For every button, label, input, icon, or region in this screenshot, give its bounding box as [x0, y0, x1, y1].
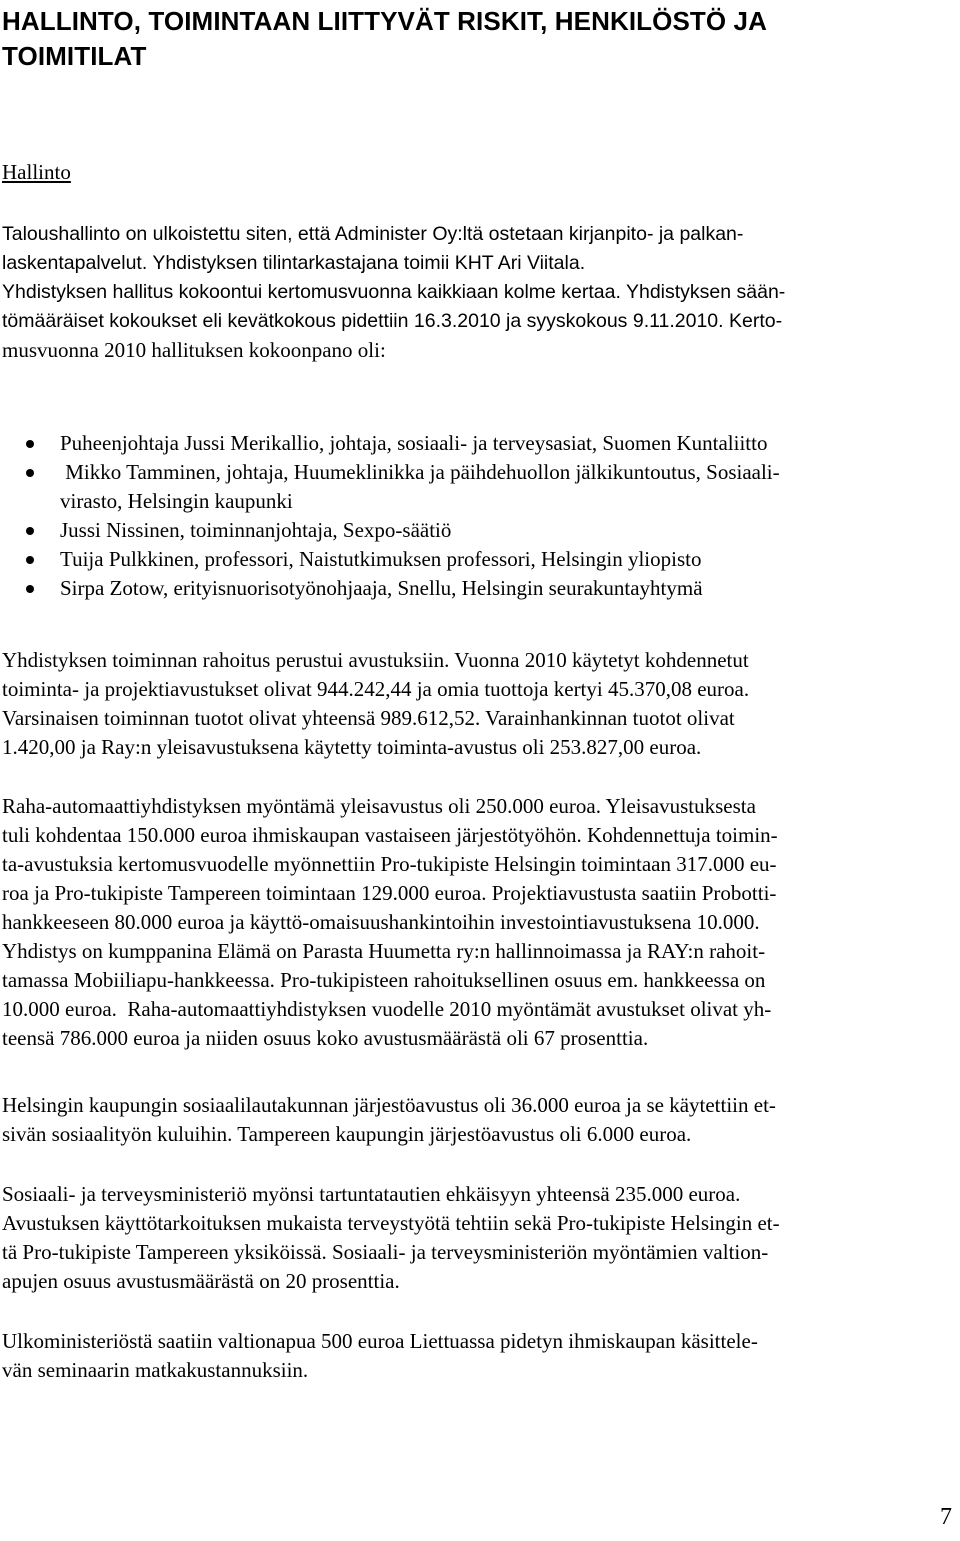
list-item-text: Tuija Pulkkinen, professori, Naistutkimuksen professori, Helsingin yliopisto	[60, 547, 702, 571]
paragraph-line: roa ja Pro-tukipiste Tampereen toimintaan 129.000 euroa. Projektiavustusta saatiin Probotti-	[2, 881, 777, 905]
list-item-text: Sirpa Zotow, erityisnuorisotyönohjaaja, Snellu, Helsingin seurakuntayhtymä	[60, 576, 703, 600]
bullet-icon	[26, 585, 34, 593]
paragraph-line: tä Pro-tukipiste Tampereen yksiköissä. Sosiaali- ja terveysministeriön myöntämien valtion-	[2, 1240, 769, 1264]
paragraph-line: 10.000 euroa. Raha-automaattiyhdistyksen vuodelle 2010 myöntämät avustukset olivat yh-	[2, 997, 772, 1021]
paragraph-line: teensä 786.000 euroa ja niiden osuus koko avustusmäärästä oli 67 prosenttia.	[2, 1026, 649, 1050]
list-item	[2, 574, 952, 603]
paragraph-line: Ulkoministeriöstä saatiin valtionapua 500 euroa Liettuassa pidetyn ihmiskaupan käsittele-	[2, 1329, 758, 1353]
paragraph-city-grants	[2, 1091, 952, 1149]
section-heading-hallinto: Hallinto	[2, 160, 71, 184]
page-title	[2, 4, 952, 74]
paragraph-line: tömääräiset kokoukset eli kevätkokous pidettiin 16.3.2010 ja syyskokous 9.11.2010. Kerto-	[2, 310, 783, 332]
list-item	[2, 458, 952, 516]
paragraph-line: Helsingin kaupungin sosiaalilautakunnan järjestöavustus oli 36.000 euroa ja se käytettiin et-	[2, 1093, 776, 1117]
paragraph-line: laskentapalvelut. Yhdistyksen tilintarkastajana toimii KHT Ari Viitala.	[2, 252, 586, 274]
paragraph-funding	[2, 646, 952, 762]
paragraph-line: Yhdistys on kumppanina Elämä on Parasta Huumetta ry:n hallinnoimassa ja RAY:n rahoit-	[2, 939, 766, 963]
paragraph-line: Avustuksen käyttötarkoituksen mukaista terveystyötä tehtiin sekä Pro-tukipiste Helsingin et-	[2, 1211, 780, 1235]
paragraph-line: 1.420,00 ja Ray:n yleisavustuksena käytetty toiminta-avustus oli 253.827,00 euroa.	[2, 735, 702, 759]
paragraph-line: tamassa Mobiiliapu-hankkeessa. Pro-tukipisteen rahoituksellinen osuus em. hankkeessa on	[2, 968, 766, 992]
list-item	[2, 516, 952, 545]
paragraph-line: sivän sosiaalityön kuluihin. Tampereen kaupungin järjestöavustus oli 6.000 euroa.	[2, 1122, 692, 1146]
paragraph-ministry-grants	[2, 1180, 952, 1296]
paragraph-foreign-ministry	[2, 1327, 952, 1385]
paragraph-line: Yhdistyksen toiminnan rahoitus perustui avustuksiin. Vuonna 2010 käytetyt kohdennetut	[2, 648, 749, 672]
list-item	[2, 429, 952, 458]
title-line-2: TOIMITILAT	[2, 41, 147, 71]
bullet-icon	[26, 440, 34, 448]
paragraph-line: apujen osuus avustusmäärästä on 20 prosenttia.	[2, 1269, 400, 1293]
board-members-list	[2, 429, 952, 603]
list-item-text: Jussi Nissinen, toiminnanjohtaja, Sexpo-säätiö	[60, 518, 452, 542]
paragraph-ray-grants	[2, 792, 952, 1053]
paragraph-financial-admin	[2, 220, 952, 278]
paragraph-line: musvuonna 2010 hallituksen kokoonpano oli:	[2, 338, 386, 362]
page-number: 7	[940, 1504, 952, 1530]
paragraph-line: Sosiaali- ja terveysministeriö myönsi tartuntatautien ehkäisyyn yhteensä 235.000 euroa.	[2, 1182, 741, 1206]
paragraph-line: Taloushallinto on ulkoistettu siten, että Administer Oy:ltä ostetaan kirjanpito- ja palkan-	[2, 223, 744, 245]
list-item-text: virasto, Helsingin kaupunki	[60, 489, 293, 513]
list-item	[2, 545, 952, 574]
paragraph-board-meetings	[2, 278, 952, 365]
list-item-text: Puheenjohtaja Jussi Merikallio, johtaja, sosiaali- ja terveysasiat, Suomen Kuntaliitto	[60, 431, 768, 455]
paragraph-line: vän seminaarin matkakustannuksiin.	[2, 1358, 309, 1382]
list-item-text: Mikko Tamminen, johtaja, Huumeklinikka ja päihdehuollon jälkikuntoutus, Sosiaali-	[60, 460, 780, 484]
paragraph-line: hankkeeseen 80.000 euroa ja käyttö-omaisuushankintoihin investointiavustuksena 10.000.	[2, 910, 760, 934]
bullet-icon	[26, 527, 34, 535]
bullet-icon	[26, 469, 34, 477]
paragraph-line: toiminta- ja projektiavustukset olivat 944.242,44 ja omia tuottoja kertyi 45.370,08 euroa.	[2, 677, 750, 701]
paragraph-line: Varsinaisen toiminnan tuotot olivat yhteensä 989.612,52. Varainhankinnan tuotot olivat	[2, 706, 735, 730]
paragraph-line: Yhdistyksen hallitus kokoontui kertomusvuonna kaikkiaan kolme kertaa. Yhdistyksen sään-	[2, 281, 786, 303]
paragraph-line: Raha-automaattiyhdistyksen myöntämä yleisavustus oli 250.000 euroa. Yleisavustuksesta	[2, 794, 756, 818]
bullet-icon	[26, 556, 34, 564]
title-line-1: HALLINTO, TOIMINTAAN LIITTYVÄT RISKIT, HENKILÖSTÖ JA	[2, 6, 767, 36]
paragraph-line: ta-avustuksia kertomusvuodelle myönnettiin Pro-tukipiste Helsingin toimintaan 317.000 eu-	[2, 852, 777, 876]
paragraph-line: tuli kohdentaa 150.000 euroa ihmiskaupan vastaiseen järjestötyöhön. Kohdennettuja toimin-	[2, 823, 778, 847]
